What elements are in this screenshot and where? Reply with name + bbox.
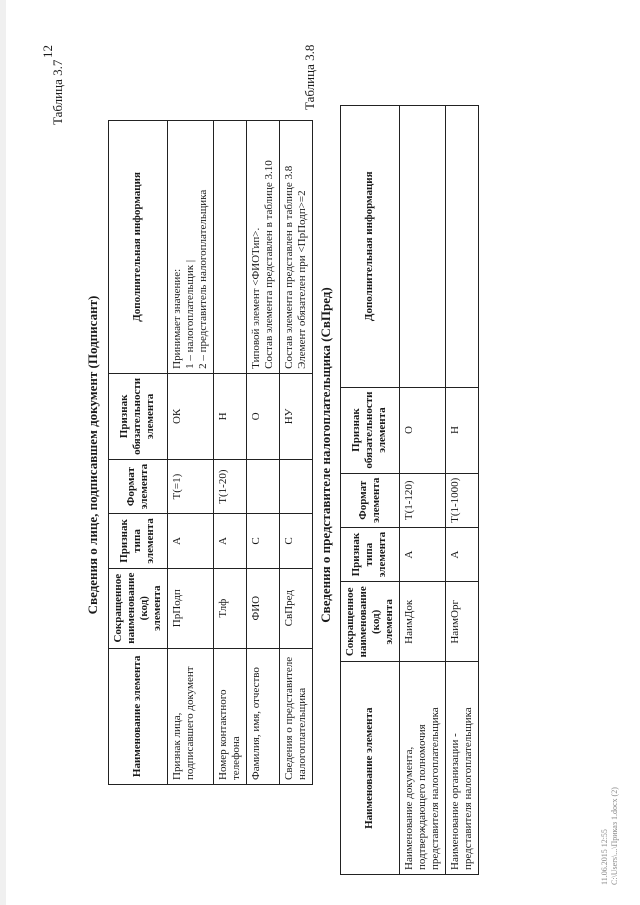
table-cell: А [445,527,478,581]
table-cell: Наименование организации - представителя налогоплательщика [445,662,478,875]
column-header: Признак типа элемента [341,527,400,581]
table-cell: Т(1-120) [399,473,445,527]
table-header-row [109,121,168,785]
table-cell [399,106,445,388]
table-cell: А [399,527,445,581]
table-cell: Т(1-1000) [445,473,478,527]
table-row [279,121,312,785]
table-cell: Состав элемента представлен в таблице 3.8 Элемент обязателен при <ПрПодп>=2 [279,121,312,374]
table-cell: А [213,514,246,568]
footer-timestamp: 11.06.2015 12:55 [600,829,609,885]
column-header: Дополнительная информация [109,121,168,374]
table-header-row [341,106,400,875]
column-header: Признак обязательности элемента [341,387,400,473]
table-row [445,106,478,875]
column-header: Дополнительная информация [341,106,400,388]
table-cell: С [246,514,279,568]
table-cell: С [279,514,312,568]
table-cell [445,106,478,388]
table-3-7 [108,120,313,785]
table-cell: Н [445,387,478,473]
table-row [213,121,246,785]
table-cell: ФИО [246,568,279,648]
table-cell: НУ [279,373,312,459]
table-cell: А [167,514,213,568]
table-cell: Тлф [213,568,246,648]
table-cell: ПрПодп [167,568,213,648]
table-cell: НаимОрг [445,582,478,662]
column-header: Формат элемента [109,459,168,513]
table-cell [246,459,279,513]
table-3-7-title: Сведения о лице, подписавшем документ (Подписант) [85,295,100,615]
column-header: Формат элемента [341,473,400,527]
table-cell: Н [213,373,246,459]
table-cell: Принимает значение: 1 – налогоплательщик | 2 – представитель налогоплательщика [167,121,213,374]
table-row [399,106,445,875]
table-3-8 [340,105,479,875]
table-cell: СвПред [279,568,312,648]
footer-file-path: C:\Users\...\Приказ 1.docx (2) [609,787,619,885]
table-cell [279,459,312,513]
table-cell: ОК [167,373,213,459]
table-cell: Наименование документа, подтверждающего полномочия представителя налогоплательщика [399,662,445,875]
column-header: Сокращенное наименование (код) элемента [109,568,168,648]
table-cell: Номер контактного телефона [213,648,246,784]
page-number: 12 [40,45,55,58]
table-3-7-label: Таблица 3.7 [50,59,65,125]
table-cell: О [399,387,445,473]
table-cell: Фамилия, имя, отчество [246,648,279,784]
column-header: Наименование элемента [109,648,168,784]
column-header: Сокращенное наименование (код) элемента [341,582,400,662]
file-footer [600,787,619,885]
table-3-8-label: Таблица 3.8 [302,44,317,110]
table-row [246,121,279,785]
column-header: Признак обязательности элемента [109,373,168,459]
table-3-8-title: Сведения о представителе налогоплательщика (СвПред) [318,287,333,623]
table-cell: Т(1-20) [213,459,246,513]
table-cell [213,121,246,374]
table-cell: НаимДок [399,582,445,662]
table-cell: Типовой элемент <ФИОТип>. Состав элемента представлен в таблице 3.10 [246,121,279,374]
table-cell: О [246,373,279,459]
table-row [167,121,213,785]
column-header: Признак типа элемента [109,514,168,568]
table-cell: Признак лица, подписавшего документ [167,648,213,784]
table-cell: Сведения о представителе налогоплательщика [279,648,312,784]
column-header: Наименование элемента [341,662,400,875]
table-cell: Т(=1) [167,459,213,513]
